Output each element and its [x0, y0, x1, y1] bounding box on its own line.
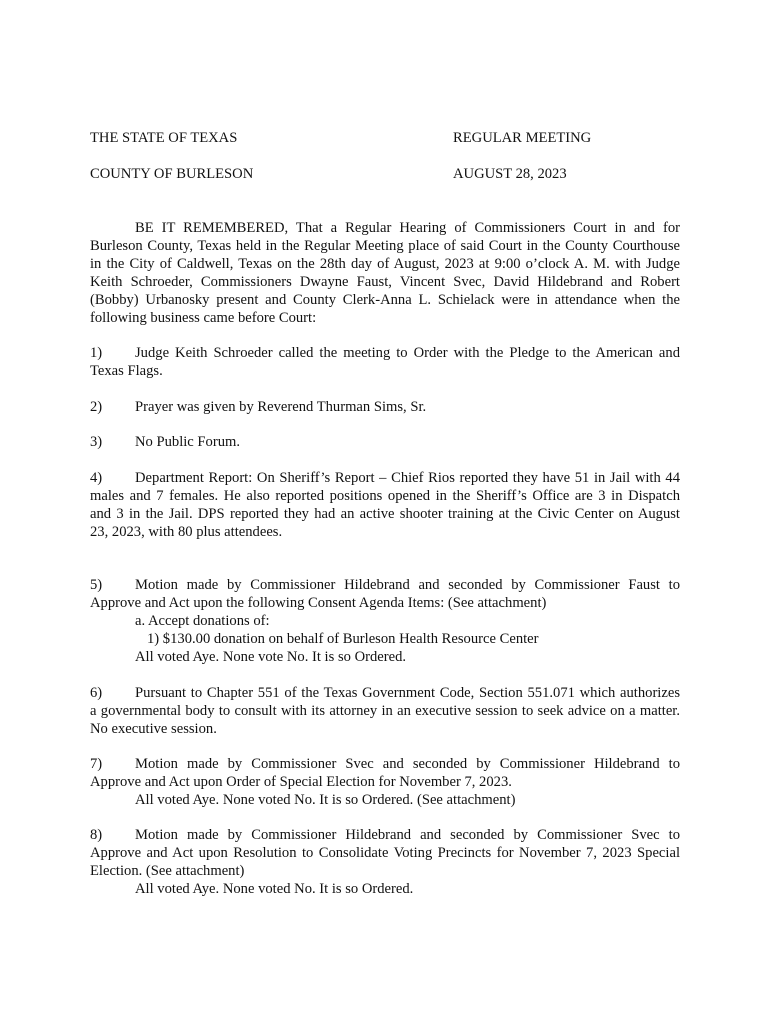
- item-text: Texas Flags.: [90, 363, 163, 379]
- item-text: Approve and Act upon Resolution to Consolidate Voting Precincts for November 7, 2023 Special: [90, 845, 680, 861]
- item-text: Approve and Act upon Order of Special Election for November 7, 2023.: [90, 774, 512, 790]
- intro-line: following business came before Court:: [90, 310, 317, 326]
- item-text: a governmental body to consult with its attorney in an executive session to seek advice on a matter.: [90, 703, 680, 719]
- item-number: 5): [90, 577, 103, 593]
- item-number: 2): [90, 399, 103, 415]
- item-text: Approve and Act upon the following Consent Agenda Items: (See attachment): [90, 595, 547, 611]
- header-meeting-type: REGULAR MEETING: [453, 130, 592, 146]
- item-number: 6): [90, 685, 103, 701]
- consent-subitem: a. Accept donations of:: [135, 613, 270, 629]
- item-number: 4): [90, 470, 103, 486]
- consent-subitem-detail: 1) $130.00 donation on behalf of Burleson Health Resource Center: [147, 631, 539, 647]
- item-text: and 3 in the Jail. DPS reported they had an active shooter training at the Civic Center on August: [90, 506, 680, 522]
- intro-line: (Bobby) Urbanosky present and County Clerk-Anna L. Schielack were in attendance when the: [90, 292, 680, 308]
- header-date: AUGUST 28, 2023: [453, 166, 567, 182]
- intro-line: Keith Schroeder, Commissioners Dwayne Faust, Vincent Svec, David Hildebrand and Robert: [90, 274, 680, 290]
- item-text: Judge Keith Schroeder called the meeting to Order with the Pledge to the American and: [135, 345, 680, 361]
- item-text: Prayer was given by Reverend Thurman Sims, Sr.: [135, 399, 427, 415]
- vote-result: All voted Aye. None voted No. It is so Ordered.: [135, 881, 414, 897]
- intro-line: Burleson County, Texas held in the Regular Meeting place of said Court in the County Courthouse: [90, 238, 680, 254]
- item-text: Department Report: On Sheriff’s Report – Chief Rios reported they have 51 in Jail with 44: [135, 470, 680, 486]
- item-text: Motion made by Commissioner Hildebrand and seconded by Commissioner Svec to: [135, 827, 680, 843]
- header-state: THE STATE OF TEXAS: [90, 130, 238, 146]
- item-number: 1): [90, 345, 103, 361]
- item-number: 7): [90, 756, 103, 772]
- item-text: No executive session.: [90, 721, 217, 737]
- vote-result: All voted Aye. None voted No. It is so Ordered. (See attachment): [135, 792, 516, 808]
- item-text: Election. (See attachment): [90, 863, 245, 879]
- item-number: 8): [90, 827, 103, 843]
- item-text: No Public Forum.: [135, 434, 240, 450]
- item-number: 3): [90, 434, 103, 450]
- intro-line: in the City of Caldwell, Texas on the 28th day of August, 2023 at 9:00 o’clock A. M. with Judge: [90, 256, 680, 272]
- item-text: males and 7 females. He also reported positions opened in the Sheriff’s Office are 3 in Dispatch: [90, 488, 680, 504]
- item-text: Motion made by Commissioner Hildebrand and seconded by Commissioner Faust to: [135, 577, 680, 593]
- vote-result: All voted Aye. None vote No. It is so Ordered.: [135, 649, 407, 665]
- item-text: Pursuant to Chapter 551 of the Texas Government Code, Section 551.071 which authorizes: [135, 685, 680, 701]
- item-text: Motion made by Commissioner Svec and seconded by Commissioner Hildebrand to: [135, 756, 680, 772]
- item-text: 23, 2023, with 80 plus attendees.: [90, 524, 283, 540]
- intro-line: BE IT REMEMBERED, That a Regular Hearing of Commissioners Court in and for: [135, 220, 680, 236]
- header-county: COUNTY OF BURLESON: [90, 166, 254, 182]
